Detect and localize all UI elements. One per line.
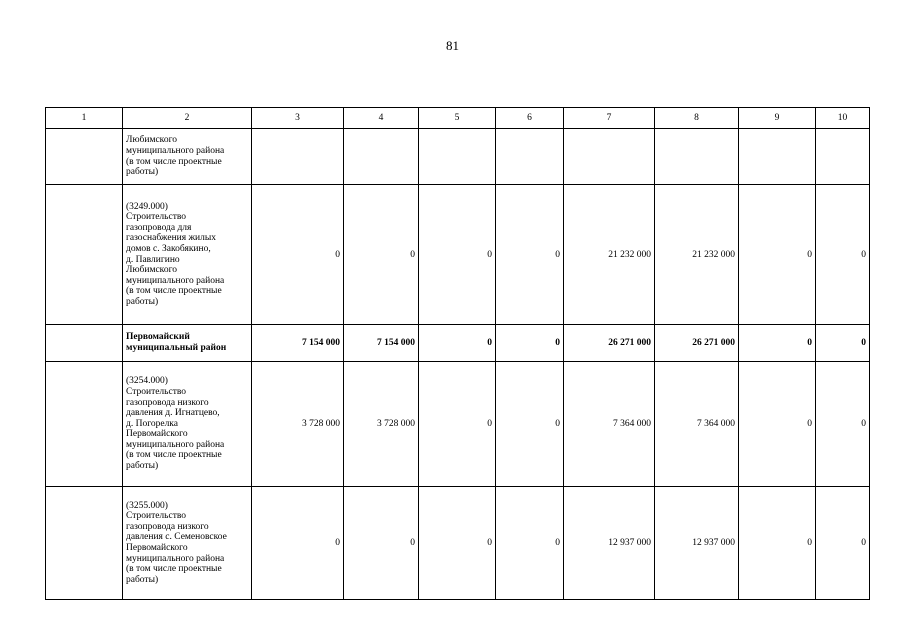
object-name-cell: Любимского муниципального района (в том числе проектные работы) [123, 129, 252, 185]
value-cell: 3 728 000 [344, 362, 419, 487]
empty-cell [46, 129, 123, 185]
column-header: 7 [564, 108, 655, 129]
column-header: 5 [419, 108, 496, 129]
value-cell: 0 [419, 325, 496, 362]
object-name-cell: (3254.000) Строительство газопровода низкого давления д. Игнатцево, д. Погорелка Первомайского муниципального района (в том числе проектные работы) [123, 362, 252, 487]
object-name-cell: (3249.000) Строительство газопровода для газоснабжения жилых домов с. Закобякино, д. Павлигино Любимского муниципального района (в том числе проектные работы) [123, 185, 252, 325]
value-cell: 0 [816, 325, 870, 362]
value-cell [564, 129, 655, 185]
value-cell: 0 [496, 185, 564, 325]
value-cell [816, 129, 870, 185]
value-cell: 0 [496, 325, 564, 362]
value-cell: 0 [816, 362, 870, 487]
table-row [46, 129, 870, 185]
value-cell: 0 [344, 185, 419, 325]
column-header: 2 [123, 108, 252, 129]
value-cell: 0 [344, 487, 419, 600]
value-cell: 12 937 000 [564, 487, 655, 600]
empty-cell [46, 325, 123, 362]
value-cell: 0 [739, 362, 816, 487]
value-cell: 0 [739, 325, 816, 362]
column-header: 1 [46, 108, 123, 129]
table-row [46, 362, 870, 487]
value-cell: 0 [252, 487, 344, 600]
value-cell [655, 129, 739, 185]
table-header-row [46, 108, 870, 129]
value-cell: 0 [419, 487, 496, 600]
table-row-subtotal [46, 325, 870, 362]
column-header: 4 [344, 108, 419, 129]
value-cell [739, 129, 816, 185]
value-cell: 7 364 000 [564, 362, 655, 487]
value-cell: 0 [816, 185, 870, 325]
value-cell: 3 728 000 [252, 362, 344, 487]
column-header: 10 [816, 108, 870, 129]
value-cell: 0 [419, 362, 496, 487]
empty-cell [46, 362, 123, 487]
empty-cell [46, 185, 123, 325]
value-cell: 21 232 000 [655, 185, 739, 325]
budget-table [45, 107, 870, 600]
value-cell: 26 271 000 [564, 325, 655, 362]
object-name-cell: (3255.000) Строительство газопровода низкого давления с. Семеновское Первомайского муниципального района (в том числе проектные работы) [123, 487, 252, 600]
value-cell [252, 129, 344, 185]
value-cell: 7 364 000 [655, 362, 739, 487]
value-cell: 0 [252, 185, 344, 325]
value-cell [496, 129, 564, 185]
value-cell: 26 271 000 [655, 325, 739, 362]
table-row [46, 487, 870, 600]
value-cell: 7 154 000 [344, 325, 419, 362]
value-cell: 0 [496, 487, 564, 600]
column-header: 9 [739, 108, 816, 129]
page-number: 81 [446, 38, 459, 53]
object-name-cell: Первомайский муниципальный район [123, 325, 252, 362]
column-header: 3 [252, 108, 344, 129]
value-cell: 7 154 000 [252, 325, 344, 362]
value-cell: 0 [739, 185, 816, 325]
value-cell: 0 [739, 487, 816, 600]
column-header: 8 [655, 108, 739, 129]
value-cell [344, 129, 419, 185]
value-cell: 0 [496, 362, 564, 487]
table-row [46, 185, 870, 325]
value-cell [419, 129, 496, 185]
value-cell: 0 [816, 487, 870, 600]
empty-cell [46, 487, 123, 600]
value-cell: 12 937 000 [655, 487, 739, 600]
value-cell: 0 [419, 185, 496, 325]
column-header: 6 [496, 108, 564, 129]
value-cell: 21 232 000 [564, 185, 655, 325]
